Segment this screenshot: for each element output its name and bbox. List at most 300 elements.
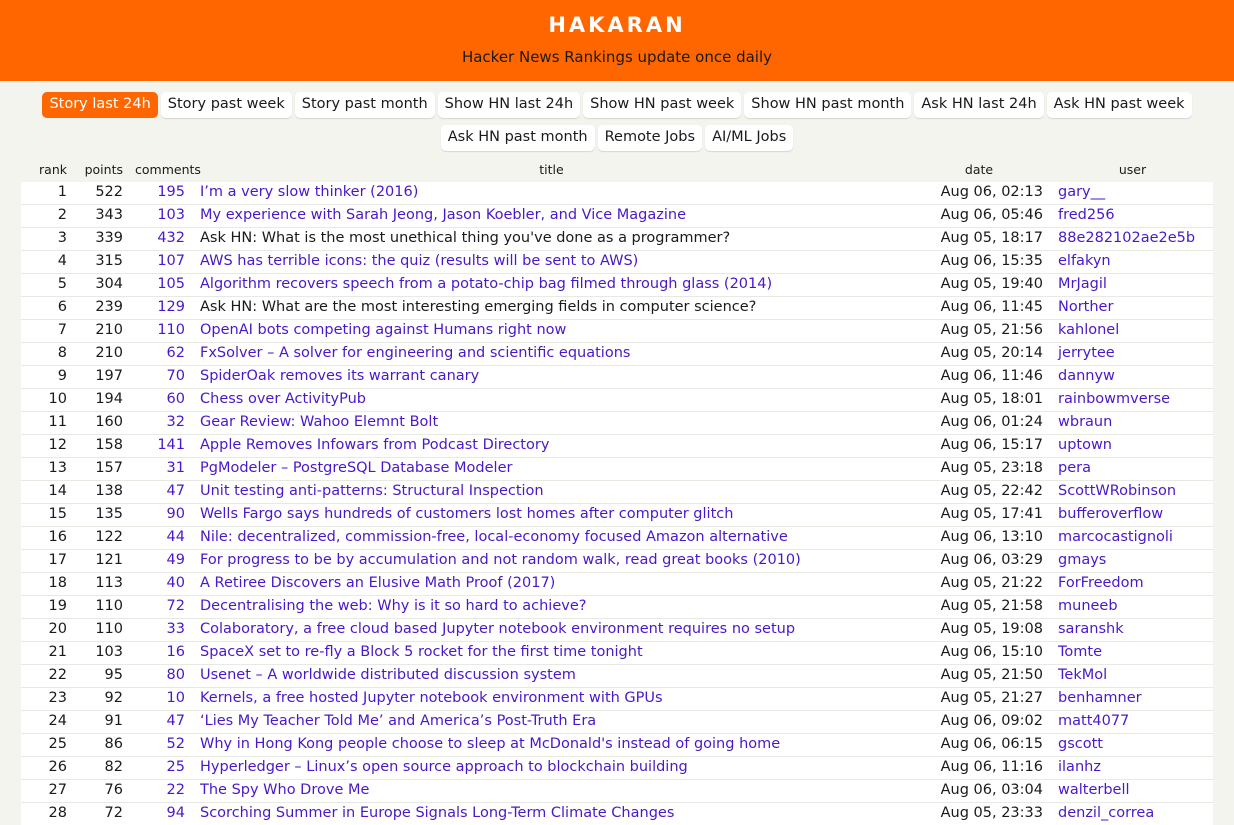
table-row: [21, 619, 1213, 642]
cell-points-text: 315: [95, 253, 123, 269]
cell-comments[interactable]: [129, 596, 191, 619]
cell-user-text[interactable]: dannyw: [1058, 368, 1115, 384]
cell-title: [191, 297, 909, 320]
cell-rank-text: 26: [49, 759, 67, 775]
cell-date-text: Aug 05, 17:41: [941, 506, 1043, 522]
nav-button-show-hn-past-month[interactable]: Show HN past month: [744, 92, 911, 118]
cell-comments[interactable]: [129, 803, 191, 825]
cell-user[interactable]: [1049, 711, 1213, 734]
cell-title-text[interactable]: OpenAI bots competing against Humans right now: [200, 322, 566, 338]
cell-date: [909, 734, 1049, 757]
cell-date: [909, 619, 1049, 642]
cell-user-text[interactable]: gary__: [1058, 184, 1105, 200]
cell-date: [909, 550, 1049, 573]
cell-points: [73, 458, 129, 481]
column-header-user[interactable]: user: [1049, 160, 1213, 182]
cell-rank-text: 12: [49, 437, 67, 453]
cell-title-text[interactable]: Apple Removes Infowars from Podcast Directory: [200, 437, 549, 453]
cell-user-text[interactable]: rainbowmverse: [1058, 391, 1170, 407]
cell-title-text[interactable]: For progress to be by accumulation and not random walk, read great books (2010): [200, 552, 801, 568]
cell-points: [73, 596, 129, 619]
cell-user-text[interactable]: benhamner: [1058, 690, 1142, 706]
cell-comments[interactable]: [129, 481, 191, 504]
cell-points-text: 95: [105, 667, 123, 683]
cell-comments[interactable]: [129, 343, 191, 366]
nav-button-ask-hn-past-week[interactable]: Ask HN past week: [1047, 92, 1192, 118]
cell-points: [73, 550, 129, 573]
cell-title[interactable]: [191, 665, 909, 688]
cell-rank-text: 25: [49, 736, 67, 752]
nav-button-remote-jobs[interactable]: Remote Jobs: [598, 125, 702, 151]
cell-title-text[interactable]: ‘Lies My Teacher Told Me’ and America’s Post-Truth Era: [200, 713, 596, 729]
cell-title[interactable]: [191, 320, 909, 343]
cell-user[interactable]: [1049, 780, 1213, 803]
cell-comments-text[interactable]: 90: [167, 506, 185, 522]
cell-points-text: 76: [105, 782, 123, 798]
cell-title[interactable]: [191, 596, 909, 619]
cell-date-text: Aug 05, 22:42: [941, 483, 1043, 499]
cell-comments[interactable]: [129, 665, 191, 688]
column-header-comments[interactable]: comments: [129, 160, 191, 182]
table-row: [21, 688, 1213, 711]
cell-rank-text: 17: [49, 552, 67, 568]
cell-date-text: Aug 05, 20:14: [941, 345, 1043, 361]
cell-date: [909, 642, 1049, 665]
cell-user-text[interactable]: saranshk: [1058, 621, 1124, 637]
cell-title[interactable]: [191, 366, 909, 389]
cell-title[interactable]: [191, 481, 909, 504]
cell-user-text[interactable]: pera: [1058, 460, 1091, 476]
cell-date-text: Aug 05, 23:18: [941, 460, 1043, 476]
cell-comments-text[interactable]: 80: [167, 667, 185, 683]
table-row: [21, 458, 1213, 481]
cell-title-text[interactable]: Why in Hong Kong people choose to sleep at McDonald's instead of going home: [200, 736, 780, 752]
cell-user[interactable]: [1049, 688, 1213, 711]
cell-rank-text: 20: [49, 621, 67, 637]
cell-user-text[interactable]: bufferoverflow: [1058, 506, 1163, 522]
column-header-points[interactable]: points: [73, 160, 129, 182]
cell-user[interactable]: [1049, 343, 1213, 366]
table-row: [21, 573, 1213, 596]
cell-comments[interactable]: [129, 619, 191, 642]
cell-comments-text[interactable]: 94: [167, 805, 185, 821]
cell-date: [909, 274, 1049, 297]
cell-comments-text[interactable]: 32: [167, 414, 185, 430]
cell-user[interactable]: [1049, 366, 1213, 389]
cell-points: [73, 182, 129, 205]
cell-comments-text[interactable]: 107: [157, 253, 185, 269]
cell-user-text[interactable]: wbraun: [1058, 414, 1112, 430]
nav-button-show-hn-last-24h[interactable]: Show HN last 24h: [438, 92, 581, 118]
cell-title[interactable]: [191, 803, 909, 825]
cell-user[interactable]: [1049, 297, 1213, 320]
cell-date-text: Aug 06, 06:15: [941, 736, 1043, 752]
table-row: [21, 504, 1213, 527]
cell-date-text: Aug 06, 15:17: [941, 437, 1043, 453]
cell-comments-text[interactable]: 141: [157, 437, 185, 453]
cell-date-text: Aug 05, 21:50: [941, 667, 1043, 683]
cell-comments-text[interactable]: 103: [157, 207, 185, 223]
cell-date-text: Aug 06, 02:13: [941, 184, 1043, 200]
nav-button-show-hn-past-week[interactable]: Show HN past week: [583, 92, 741, 118]
cell-points: [73, 734, 129, 757]
cell-user[interactable]: [1049, 320, 1213, 343]
cell-user[interactable]: [1049, 435, 1213, 458]
cell-date: [909, 412, 1049, 435]
cell-title[interactable]: [191, 642, 909, 665]
cell-points-text: 197: [95, 368, 123, 384]
cell-comments-text[interactable]: 129: [157, 299, 185, 315]
cell-points-text: 110: [95, 598, 123, 614]
cell-title[interactable]: [191, 274, 909, 297]
table-header-row: [21, 160, 1213, 182]
cell-user[interactable]: [1049, 251, 1213, 274]
cell-user-text[interactable]: walterbell: [1058, 782, 1130, 798]
cell-points-text: 110: [95, 621, 123, 637]
cell-rank: [21, 389, 73, 412]
cell-title-text[interactable]: Scorching Summer in Europe Signals Long-Term Climate Changes: [200, 805, 674, 821]
cell-comments-text[interactable]: 195: [157, 184, 185, 200]
cell-user-text[interactable]: muneeb: [1058, 598, 1118, 614]
cell-user[interactable]: [1049, 527, 1213, 550]
cell-date-text: Aug 05, 18:17: [941, 230, 1043, 246]
cell-comments[interactable]: [129, 320, 191, 343]
cell-comments[interactable]: [129, 734, 191, 757]
cell-date: [909, 504, 1049, 527]
cell-title[interactable]: [191, 757, 909, 780]
cell-rank-text: 16: [49, 529, 67, 545]
cell-title[interactable]: [191, 619, 909, 642]
cell-user-text[interactable]: denzil_correa: [1058, 805, 1154, 821]
cell-user-text[interactable]: ForFreedom: [1058, 575, 1144, 591]
cell-title[interactable]: [191, 205, 909, 228]
cell-date: [909, 320, 1049, 343]
table-row: [21, 182, 1213, 205]
cell-points: [73, 412, 129, 435]
cell-title-text[interactable]: Nile: decentralized, commission-free, local-economy focused Amazon alternative: [200, 529, 788, 545]
cell-rank-text: 4: [58, 253, 67, 269]
cell-user-text[interactable]: ilanhz: [1058, 759, 1101, 775]
cell-user[interactable]: [1049, 757, 1213, 780]
cell-rank: [21, 182, 73, 205]
cell-title-text[interactable]: Algorithm recovers speech from a potato-chip bag filmed through glass (2014): [200, 276, 772, 292]
cell-points: [73, 504, 129, 527]
cell-title[interactable]: [191, 527, 909, 550]
cell-date-text: Aug 05, 18:01: [941, 391, 1043, 407]
cell-date-text: Aug 05, 21:58: [941, 598, 1043, 614]
cell-title-text[interactable]: SpiderOak removes its warrant canary: [200, 368, 479, 384]
cell-user[interactable]: [1049, 389, 1213, 412]
cell-user-text[interactable]: TekMol: [1058, 667, 1107, 683]
cell-rank: [21, 688, 73, 711]
cell-points-text: 92: [105, 690, 123, 706]
cell-user-text[interactable]: elfakyn: [1058, 253, 1111, 269]
table-row: [21, 412, 1213, 435]
cell-title[interactable]: [191, 780, 909, 803]
ranking-table: [21, 160, 1213, 825]
cell-rank: [21, 619, 73, 642]
cell-title-text[interactable]: Hyperledger – Linux’s open source approach to blockchain building: [200, 759, 688, 775]
cell-date-text: Aug 05, 21:27: [941, 690, 1043, 706]
table-row: [21, 389, 1213, 412]
cell-date-text: Aug 06, 01:24: [941, 414, 1043, 430]
table-row: [21, 251, 1213, 274]
cell-title-text[interactable]: Wells Fargo says hundreds of customers lost homes after computer glitch: [200, 506, 733, 522]
table-row: [21, 320, 1213, 343]
cell-comments[interactable]: [129, 182, 191, 205]
cell-comments[interactable]: [129, 573, 191, 596]
cell-title[interactable]: [191, 251, 909, 274]
cell-date-text: Aug 06, 09:02: [941, 713, 1043, 729]
cell-comments-text[interactable]: 52: [167, 736, 185, 752]
cell-user[interactable]: [1049, 458, 1213, 481]
cell-title[interactable]: [191, 389, 909, 412]
cell-title-text[interactable]: A Retiree Discovers an Elusive Math Proof (2017): [200, 575, 555, 591]
cell-date: [909, 228, 1049, 251]
table-row: [21, 734, 1213, 757]
cell-comments-text[interactable]: 432: [157, 230, 185, 246]
cell-user-text[interactable]: gscott: [1058, 736, 1103, 752]
cell-comments-text[interactable]: 33: [167, 621, 185, 637]
cell-title-text[interactable]: Decentralising the web: Why is it so hard to achieve?: [200, 598, 586, 614]
nav-button-story-last-24h[interactable]: Story last 24h: [42, 92, 157, 118]
cell-user-text[interactable]: fred256: [1058, 207, 1115, 223]
cell-comments[interactable]: [129, 458, 191, 481]
cell-points: [73, 389, 129, 412]
cell-comments[interactable]: [129, 251, 191, 274]
cell-comments[interactable]: [129, 642, 191, 665]
table-row: [21, 343, 1213, 366]
cell-user-text[interactable]: matt4077: [1058, 713, 1129, 729]
cell-user[interactable]: [1049, 550, 1213, 573]
cell-rank: [21, 412, 73, 435]
page-banner: [0, 0, 1234, 81]
cell-date-text: Aug 06, 11:46: [941, 368, 1043, 384]
cell-rank-text: 5: [58, 276, 67, 292]
cell-user-text[interactable]: gmays: [1058, 552, 1106, 568]
table-row: [21, 205, 1213, 228]
cell-title-text[interactable]: Chess over ActivityPub: [200, 391, 366, 407]
cell-points: [73, 366, 129, 389]
cell-title-text[interactable]: I’m a very slow thinker (2016): [200, 184, 418, 200]
cell-rank-text: 28: [49, 805, 67, 821]
cell-points-text: 138: [95, 483, 123, 499]
cell-user-text[interactable]: Tomte: [1058, 644, 1102, 660]
cell-comments-text[interactable]: 31: [167, 460, 185, 476]
cell-title-text[interactable]: Gear Review: Wahoo Elemnt Bolt: [200, 414, 438, 430]
nav-bar: [0, 81, 1234, 160]
cell-comments[interactable]: [129, 274, 191, 297]
cell-date: [909, 182, 1049, 205]
cell-user[interactable]: [1049, 481, 1213, 504]
cell-rank: [21, 527, 73, 550]
column-header-rank[interactable]: rank: [21, 160, 73, 182]
cell-comments-text[interactable]: 40: [167, 575, 185, 591]
cell-date-text: Aug 06, 03:29: [941, 552, 1043, 568]
cell-points: [73, 343, 129, 366]
cell-title[interactable]: [191, 550, 909, 573]
cell-title[interactable]: [191, 458, 909, 481]
cell-user[interactable]: [1049, 504, 1213, 527]
cell-comments[interactable]: [129, 435, 191, 458]
cell-user[interactable]: [1049, 619, 1213, 642]
cell-user[interactable]: [1049, 665, 1213, 688]
cell-comments[interactable]: [129, 527, 191, 550]
cell-comments-text[interactable]: 70: [167, 368, 185, 384]
cell-rank-text: 23: [49, 690, 67, 706]
cell-title[interactable]: [191, 435, 909, 458]
site-title: HAKARAN: [0, 12, 1234, 38]
table-row: [21, 228, 1213, 251]
cell-title-text[interactable]: FxSolver – A solver for engineering and scientific equations: [200, 345, 630, 361]
cell-user[interactable]: [1049, 274, 1213, 297]
cell-rank: [21, 780, 73, 803]
cell-points: [73, 780, 129, 803]
cell-title[interactable]: [191, 412, 909, 435]
cell-points: [73, 527, 129, 550]
cell-comments[interactable]: [129, 389, 191, 412]
cell-rank: [21, 458, 73, 481]
cell-user[interactable]: [1049, 642, 1213, 665]
cell-title-text[interactable]: PgModeler – PostgreSQL Database Modeler: [200, 460, 512, 476]
cell-rank: [21, 504, 73, 527]
cell-title[interactable]: [191, 182, 909, 205]
cell-date: [909, 757, 1049, 780]
cell-user-text[interactable]: marcocastignoli: [1058, 529, 1173, 545]
cell-title-text[interactable]: The Spy Who Drove Me: [200, 782, 369, 798]
cell-points-text: 103: [95, 644, 123, 660]
cell-comments[interactable]: [129, 688, 191, 711]
cell-rank-text: 14: [49, 483, 67, 499]
cell-comments-text[interactable]: 49: [167, 552, 185, 568]
cell-comments[interactable]: [129, 412, 191, 435]
cell-comments-text[interactable]: 60: [167, 391, 185, 407]
cell-comments-text[interactable]: 22: [167, 782, 185, 798]
cell-user-text[interactable]: kahlonel: [1058, 322, 1119, 338]
column-header-date[interactable]: date: [909, 160, 1049, 182]
cell-user[interactable]: [1049, 596, 1213, 619]
cell-rank-text: 7: [58, 322, 67, 338]
cell-user[interactable]: [1049, 803, 1213, 825]
cell-comments[interactable]: [129, 757, 191, 780]
cell-title[interactable]: [191, 711, 909, 734]
nav-button-ask-hn-last-24h[interactable]: Ask HN last 24h: [914, 92, 1043, 118]
cell-rank-text: 9: [58, 368, 67, 384]
table-row: [21, 550, 1213, 573]
cell-title-text[interactable]: My experience with Sarah Jeong, Jason Koebler, and Vice Magazine: [200, 207, 686, 223]
cell-user[interactable]: [1049, 205, 1213, 228]
cell-comments-text[interactable]: 105: [157, 276, 185, 292]
cell-comments-text[interactable]: 72: [167, 598, 185, 614]
cell-title[interactable]: [191, 504, 909, 527]
cell-user[interactable]: [1049, 573, 1213, 596]
table-row: [21, 757, 1213, 780]
cell-rank: [21, 665, 73, 688]
cell-title-text[interactable]: Colaboratory, a free cloud based Jupyter notebook environment requires no setup: [200, 621, 795, 637]
cell-title-text[interactable]: Kernels, a free hosted Jupyter notebook environment with GPUs: [200, 690, 663, 706]
cell-comments-text[interactable]: 62: [167, 345, 185, 361]
cell-title[interactable]: [191, 343, 909, 366]
cell-user[interactable]: [1049, 228, 1213, 251]
cell-rank-text: 11: [49, 414, 67, 430]
cell-points-text: 158: [95, 437, 123, 453]
cell-comments-text[interactable]: 47: [167, 483, 185, 499]
cell-comments[interactable]: [129, 780, 191, 803]
cell-date: [909, 527, 1049, 550]
table-row: [21, 665, 1213, 688]
nav-button-story-past-month[interactable]: Story past month: [295, 92, 435, 118]
cell-comments-text[interactable]: 44: [167, 529, 185, 545]
cell-date-text: Aug 05, 21:22: [941, 575, 1043, 591]
cell-title-text[interactable]: AWS has terrible icons: the quiz (results will be sent to AWS): [200, 253, 638, 269]
cell-user-text[interactable]: Norther: [1058, 299, 1113, 315]
cell-points-text: 86: [105, 736, 123, 752]
cell-user-text[interactable]: uptown: [1058, 437, 1112, 453]
cell-user-text[interactable]: 88e282102ae2e5b: [1058, 230, 1195, 246]
cell-comments[interactable]: [129, 711, 191, 734]
cell-user-text[interactable]: MrJagil: [1058, 276, 1107, 292]
cell-user-text[interactable]: jerrytee: [1058, 345, 1115, 361]
cell-title-text[interactable]: Usenet – A worldwide distributed discussion system: [200, 667, 576, 683]
nav-row-secondary: [14, 125, 1220, 151]
cell-comments-text[interactable]: 25: [167, 759, 185, 775]
column-header-title[interactable]: title: [191, 160, 909, 182]
nav-button-ai-ml-jobs[interactable]: AI/ML Jobs: [705, 125, 793, 151]
cell-comments-text[interactable]: 16: [167, 644, 185, 660]
cell-rank-text: 8: [58, 345, 67, 361]
cell-date: [909, 343, 1049, 366]
cell-date-text: Aug 06, 03:04: [941, 782, 1043, 798]
cell-rank: [21, 228, 73, 251]
cell-comments[interactable]: [129, 366, 191, 389]
cell-title-text[interactable]: SpaceX set to re-fly a Block 5 rocket for the first time tonight: [200, 644, 643, 660]
cell-date: [909, 205, 1049, 228]
cell-user[interactable]: [1049, 734, 1213, 757]
cell-date-text: Aug 06, 13:10: [941, 529, 1043, 545]
cell-points: [73, 251, 129, 274]
nav-button-story-past-week[interactable]: Story past week: [161, 92, 292, 118]
cell-comments[interactable]: [129, 550, 191, 573]
cell-user[interactable]: [1049, 412, 1213, 435]
cell-comments[interactable]: [129, 297, 191, 320]
cell-title[interactable]: [191, 573, 909, 596]
cell-title[interactable]: [191, 734, 909, 757]
cell-date: [909, 665, 1049, 688]
cell-comments-text[interactable]: 47: [167, 713, 185, 729]
cell-comments-text[interactable]: 110: [157, 322, 185, 338]
cell-user-text[interactable]: ScottWRobinson: [1058, 483, 1176, 499]
cell-rank: [21, 573, 73, 596]
cell-rank-text: 19: [49, 598, 67, 614]
cell-rank: [21, 251, 73, 274]
cell-comments[interactable]: [129, 504, 191, 527]
cell-points: [73, 665, 129, 688]
nav-button-ask-hn-past-month[interactable]: Ask HN past month: [441, 125, 595, 151]
cell-date: [909, 435, 1049, 458]
cell-date: [909, 780, 1049, 803]
cell-title-text[interactable]: Unit testing anti-patterns: Structural Inspection: [200, 483, 544, 499]
cell-title[interactable]: [191, 688, 909, 711]
table-row: [21, 642, 1213, 665]
cell-rank: [21, 435, 73, 458]
cell-comments[interactable]: [129, 228, 191, 251]
cell-user[interactable]: [1049, 182, 1213, 205]
cell-comments[interactable]: [129, 205, 191, 228]
cell-rank: [21, 711, 73, 734]
cell-points-text: 304: [95, 276, 123, 292]
cell-points-text: 160: [95, 414, 123, 430]
cell-comments-text[interactable]: 10: [167, 690, 185, 706]
